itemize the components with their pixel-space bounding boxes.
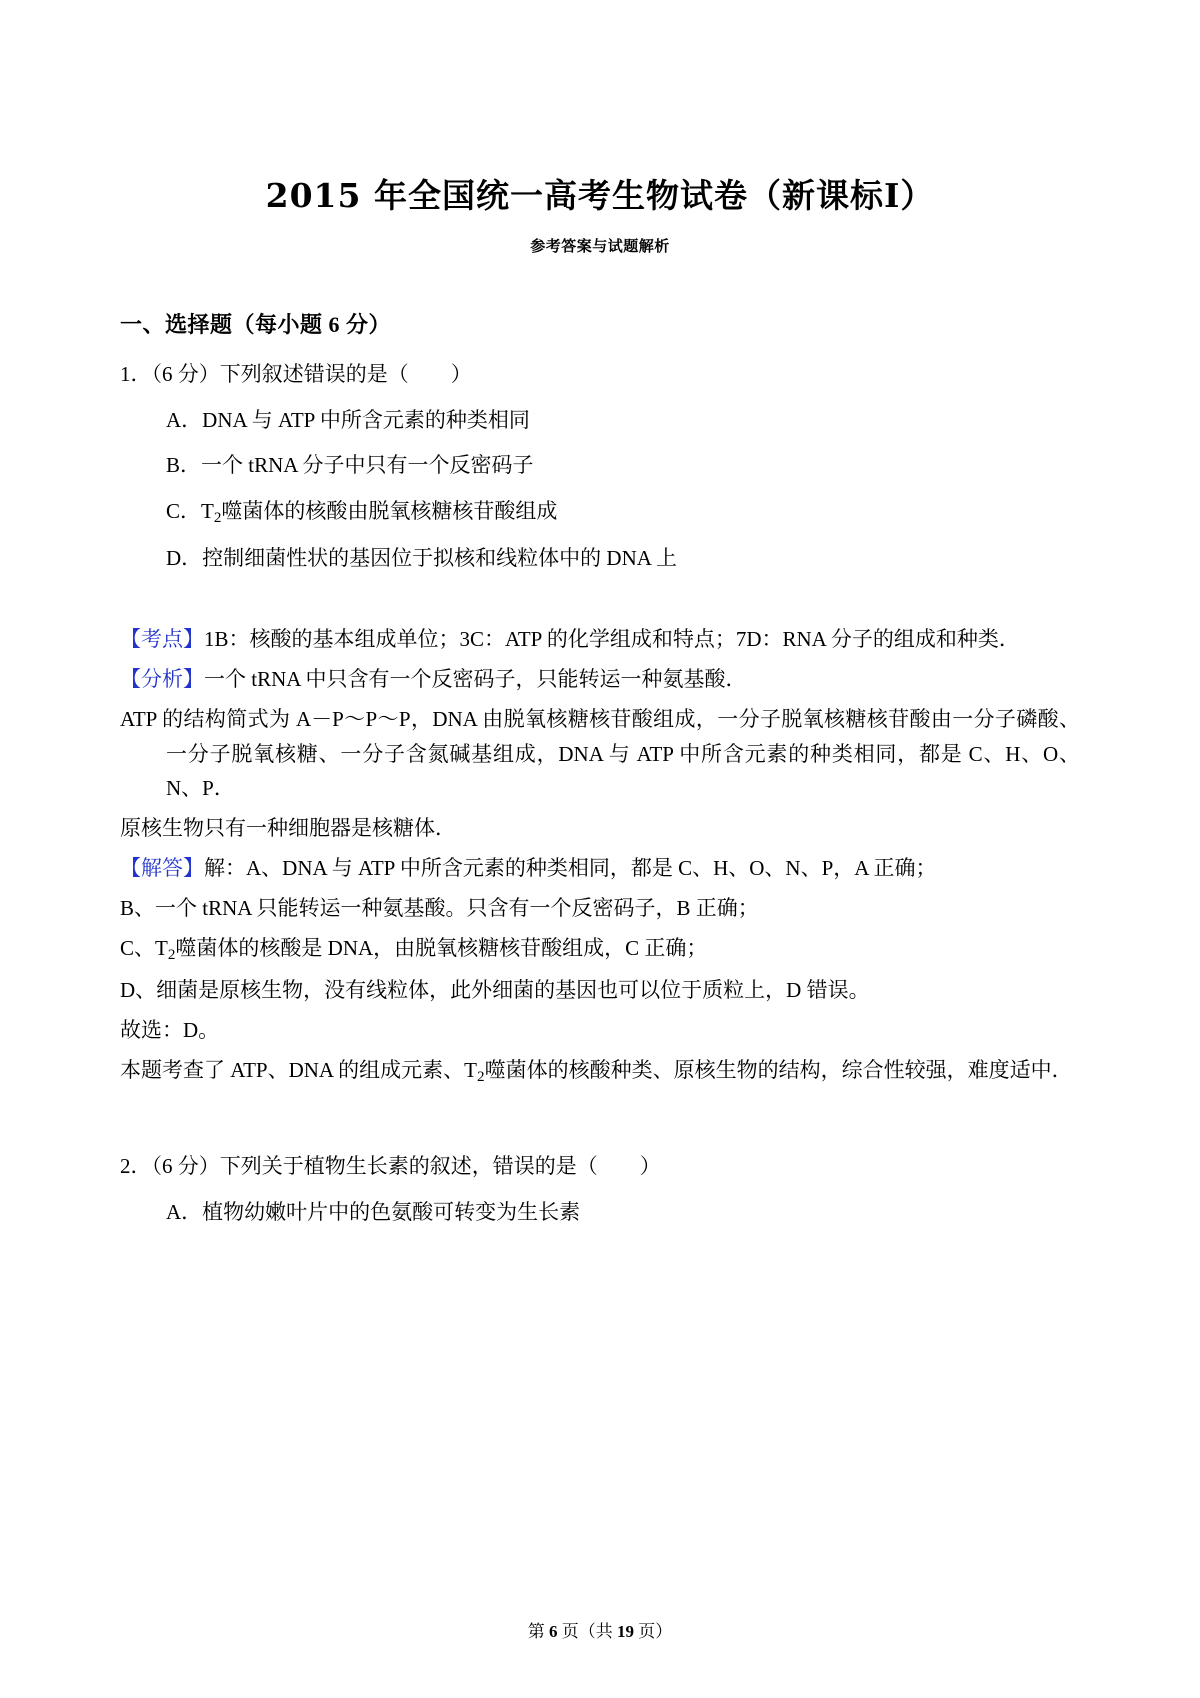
page-footer	[0, 1617, 1200, 1642]
annotation-jieda-d	[120, 973, 1080, 1007]
annotation-body-jieda-c: C、$T_2$噬菌体的核酸是 DNA，由脱氧核糖核苷酸组成，C 正确；	[120, 935, 708, 963]
question-option	[120, 543, 1080, 575]
subscript-2: 2	[167, 946, 176, 963]
question-option: A．植物幼嫩叶片中的色氨酸可转变为生长素	[166, 1199, 581, 1224]
question-stem: 1．（6 分）下列叙述错误的是（ ）	[120, 362, 472, 386]
footer-total-pages: 19	[617, 1622, 634, 1641]
footer-suffix: 页）	[638, 1622, 673, 1641]
annotation-body-jieda: 解：A、DNA 与 ATP 中所含元素的种类相同，都是 C、H、O、N、P，A 正确；	[204, 855, 937, 880]
question-option	[120, 496, 1080, 529]
footer-prefix: 第	[527, 1622, 545, 1641]
annotation-body-fenxi-cont-2: 原核生物只有一种细胞器是核糖体．	[120, 815, 456, 840]
annotation-jieda-c	[120, 931, 1080, 967]
footer-page-number: 6	[549, 1622, 558, 1641]
option-text-c: C．$T_2$噬菌体的核酸由脱氧核糖核苷酸组成	[166, 498, 558, 526]
annotation-answer-line	[120, 1013, 1080, 1047]
question-stem: 2．（6 分）下列关于植物生长素的叙述，错误的是（ ）	[120, 1154, 661, 1179]
question-option	[120, 450, 1080, 482]
annotation-jieda-b	[120, 891, 1080, 925]
annotation-body-fenxi-cont-1: ATP 的结构简式为 A－P～P～P，DNA 由脱氧核糖核苷酸组成，一分子脱氧核糖核苷酸由一分子磷酸、一分子脱氧核糖、一分子含氮碱基组成，DNA 与 ATP 中所含元素的种类相同，都是 C、H、O、N、P．	[120, 707, 1080, 800]
annotation-dianping	[120, 1053, 1080, 1089]
annotation-jieda	[120, 851, 1080, 885]
subscript-2: 2	[477, 1068, 485, 1085]
spacer	[120, 588, 1080, 622]
option-text-d: D．控制细菌性状的基因位于拟核和线粒体中的 DNA 上	[166, 545, 678, 570]
annotation-fenxi	[120, 662, 1080, 696]
footer-mid: 页（共	[561, 1622, 613, 1641]
annotation-body-kaodian: 1B：核酸的基本组成单位；3C：ATP 的化学组成和特点；7D：RNA 分子的组成和种类．	[204, 627, 1020, 652]
annotation-body-answer: 故选：D。	[120, 1017, 220, 1042]
annotation-body-jieda-d: D、细菌是原核生物，没有线粒体，此外细菌的基因也可以位于质粒上，D 错误。	[120, 977, 870, 1002]
option-text-b: B．一个 tRNA 分子中只有一个反密码子	[166, 453, 534, 477]
question-option	[120, 405, 1080, 437]
annotation-body-dianping: 本题考查了 ATP、DNA 的组成元素、$T_2$噬菌体的核酸种类、原核生物的结构，综合性较强，难度适中．	[120, 1057, 1073, 1085]
annotation-fenxi-cont-1	[120, 702, 1080, 804]
section-heading: 一、选择题（每小题 6 分）	[120, 312, 392, 337]
spacer	[120, 1095, 1080, 1129]
page-title: 2015 年全国统一高考生物试卷（新课标Ⅰ）	[265, 176, 935, 215]
option-text-a: A．DNA 与 ATP 中所含元素的种类相同	[166, 407, 530, 432]
annotation-body-fenxi: 一个 tRNA 中只含有一个反密码子，只能转运一种氨基酸．	[204, 667, 747, 692]
annotation-kaodian	[120, 622, 1080, 656]
page-subtitle: 参考答案与试题解析	[530, 239, 670, 255]
annotation-fenxi-cont-2	[120, 811, 1080, 845]
annotation-tag-fenxi: 【分析】	[120, 667, 204, 692]
annotation-body-jieda-b: B、一个 tRNA 只能转运一种氨基酸。只含有一个反密码子，B 正确；	[120, 895, 759, 920]
annotation-tag-jieda: 【解答】	[120, 855, 204, 880]
annotation-tag-kaodian: 【考点】	[120, 627, 204, 652]
spacer	[120, 1129, 1080, 1151]
subscript-2: 2	[213, 509, 222, 526]
